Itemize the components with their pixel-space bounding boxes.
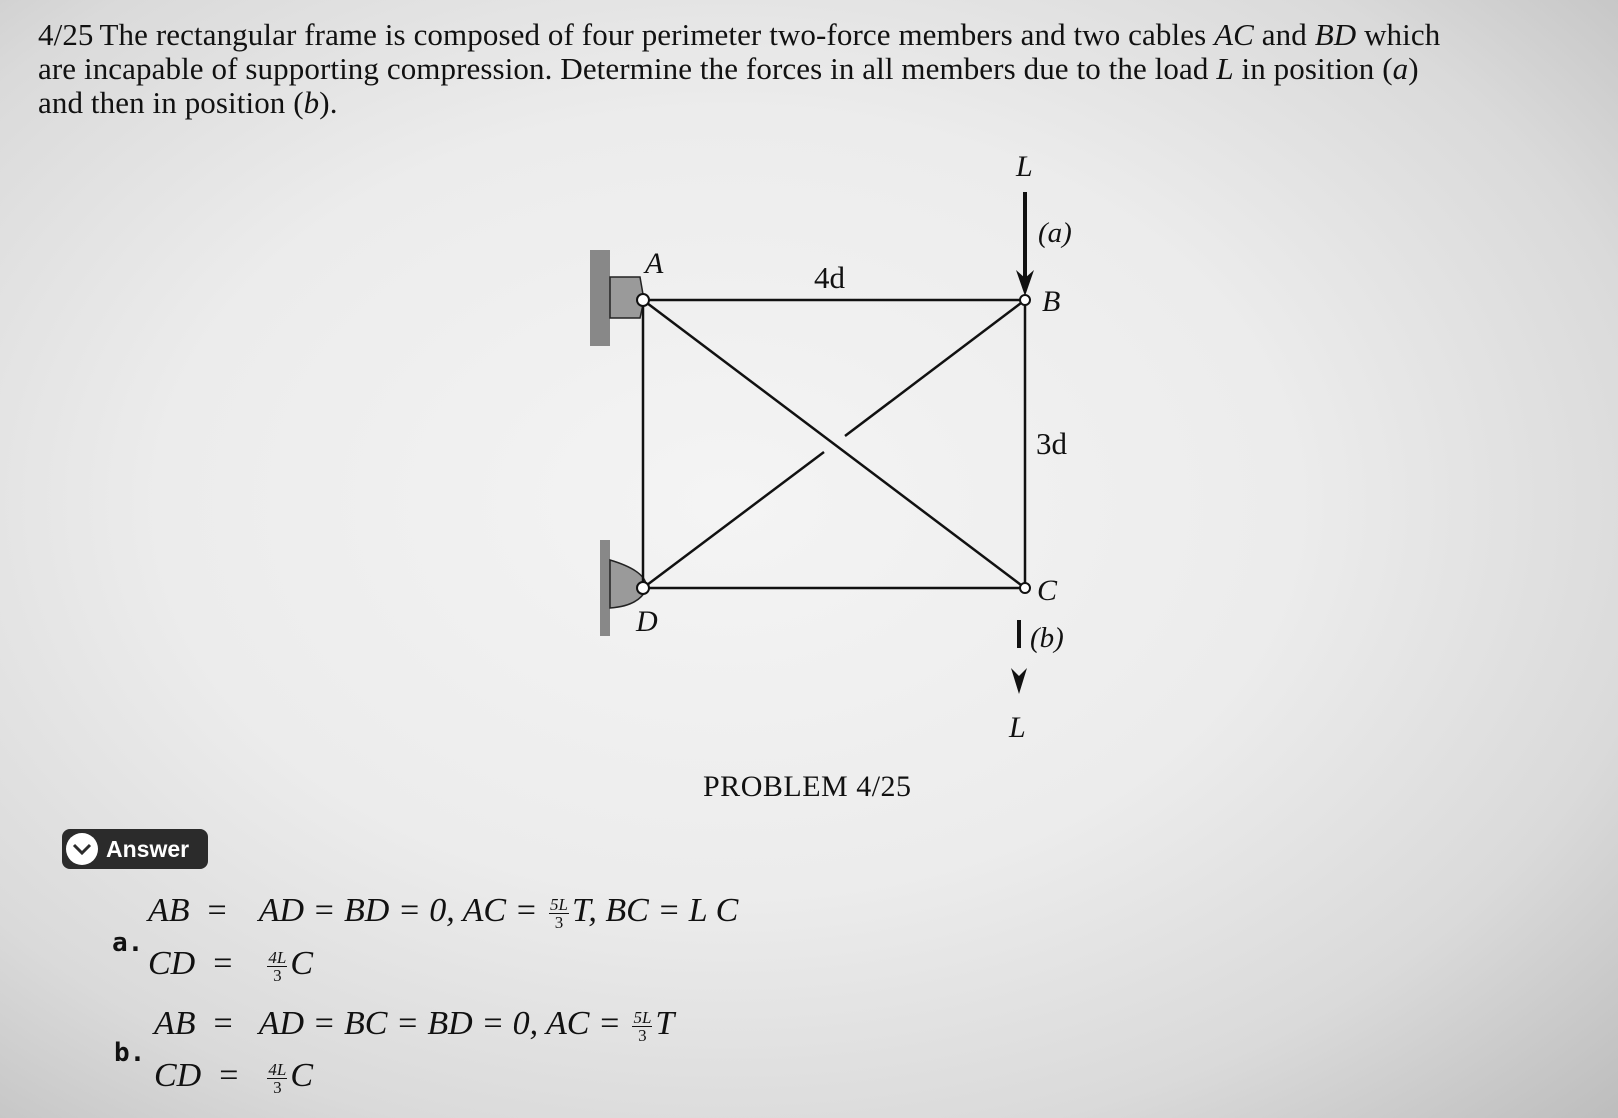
fraction-numerator: 5L (550, 894, 569, 914)
fraction-numerator: 4L (268, 1059, 287, 1079)
fraction-numerator: 4L (268, 947, 287, 967)
pin-a (637, 294, 649, 306)
fraction-numerator: 5L (633, 1007, 652, 1027)
answer-a-row-2 (148, 945, 313, 984)
equation-lhs: AB (154, 1005, 196, 1042)
fraction (267, 949, 287, 984)
equation-rhs-end: C (290, 945, 314, 982)
cable-bd-lower (643, 452, 824, 588)
load-label-top: L (1016, 150, 1033, 183)
fraction-denominator: 3 (554, 912, 564, 932)
dimension-4d: 4d (814, 260, 845, 295)
problem-text: a (1392, 51, 1409, 86)
position-a-label: (a) (1038, 217, 1072, 249)
label-d: D (636, 605, 658, 638)
answer-part-b-label: b. (114, 1038, 146, 1068)
wall-support-d (600, 540, 610, 636)
equation-lhs: AB (148, 892, 190, 929)
figure-caption: PROBLEM 4/25 (703, 770, 912, 803)
equation-rhs-end: C (290, 1057, 314, 1094)
fraction-denominator: 3 (273, 1077, 282, 1097)
fraction (632, 1009, 652, 1044)
equals-sign: = (219, 1057, 239, 1094)
pin-d (637, 582, 649, 594)
fraction-denominator: 3 (273, 965, 282, 985)
position-b-label: (b) (1030, 622, 1064, 654)
equation-rhs-end: T, BC = L C (572, 892, 739, 929)
label-b: B (1042, 285, 1061, 318)
answer-b-row-1 (154, 1005, 674, 1044)
fraction (267, 1061, 287, 1096)
equation-rhs-end: T (655, 1005, 675, 1042)
answer-toggle-button[interactable] (62, 829, 208, 869)
cable-bd-upper (845, 300, 1025, 436)
problem-text: b (303, 85, 320, 120)
dimension-3d: 3d (1036, 426, 1067, 461)
equation-rhs: AD = BD = 0, AC = (258, 892, 547, 929)
problem-text: and then in position ( (38, 85, 304, 120)
label-c: C (1037, 574, 1058, 607)
pin-c (1020, 583, 1030, 593)
fraction (549, 896, 569, 931)
problem-text: which (1356, 17, 1441, 52)
equals-sign: = (207, 892, 227, 929)
label-a: A (645, 247, 664, 280)
load-label-bottom: L (1009, 711, 1026, 744)
equals-sign: = (213, 1005, 233, 1042)
equation-lhs: CD (154, 1057, 202, 1094)
problem-text: ). (319, 85, 338, 120)
answer-part-a-label: a. (112, 928, 144, 958)
problem-text: and (1253, 17, 1315, 52)
problem-text: are incapable of supporting compression. Determine the forces in all members due to the load (38, 51, 1217, 86)
load-arrow-b-head (1011, 668, 1027, 694)
problem-text: in position ( (1233, 51, 1393, 86)
equation-lhs: CD (148, 945, 196, 982)
problem-number: 4/25 (38, 17, 94, 52)
equation-rhs: AD = BC = BD = 0, AC = (258, 1005, 630, 1042)
problem-text: The rectangular frame is composed of four perimeter two-force members and two cables (99, 17, 1215, 52)
answer-a-row-1 (148, 892, 738, 931)
equals-sign: = (213, 945, 233, 982)
answer-button-label: Answer (106, 835, 190, 862)
problem-text: BD (1314, 17, 1357, 52)
answer-b-row-2 (154, 1057, 313, 1096)
wall-support-a (590, 250, 610, 346)
problem-text: L (1216, 51, 1234, 86)
pin-b (1020, 295, 1030, 305)
fraction-denominator: 3 (638, 1025, 647, 1045)
problem-text: AC (1214, 17, 1254, 52)
problem-text: ) (1408, 51, 1419, 86)
chevron-down-icon (66, 833, 98, 865)
